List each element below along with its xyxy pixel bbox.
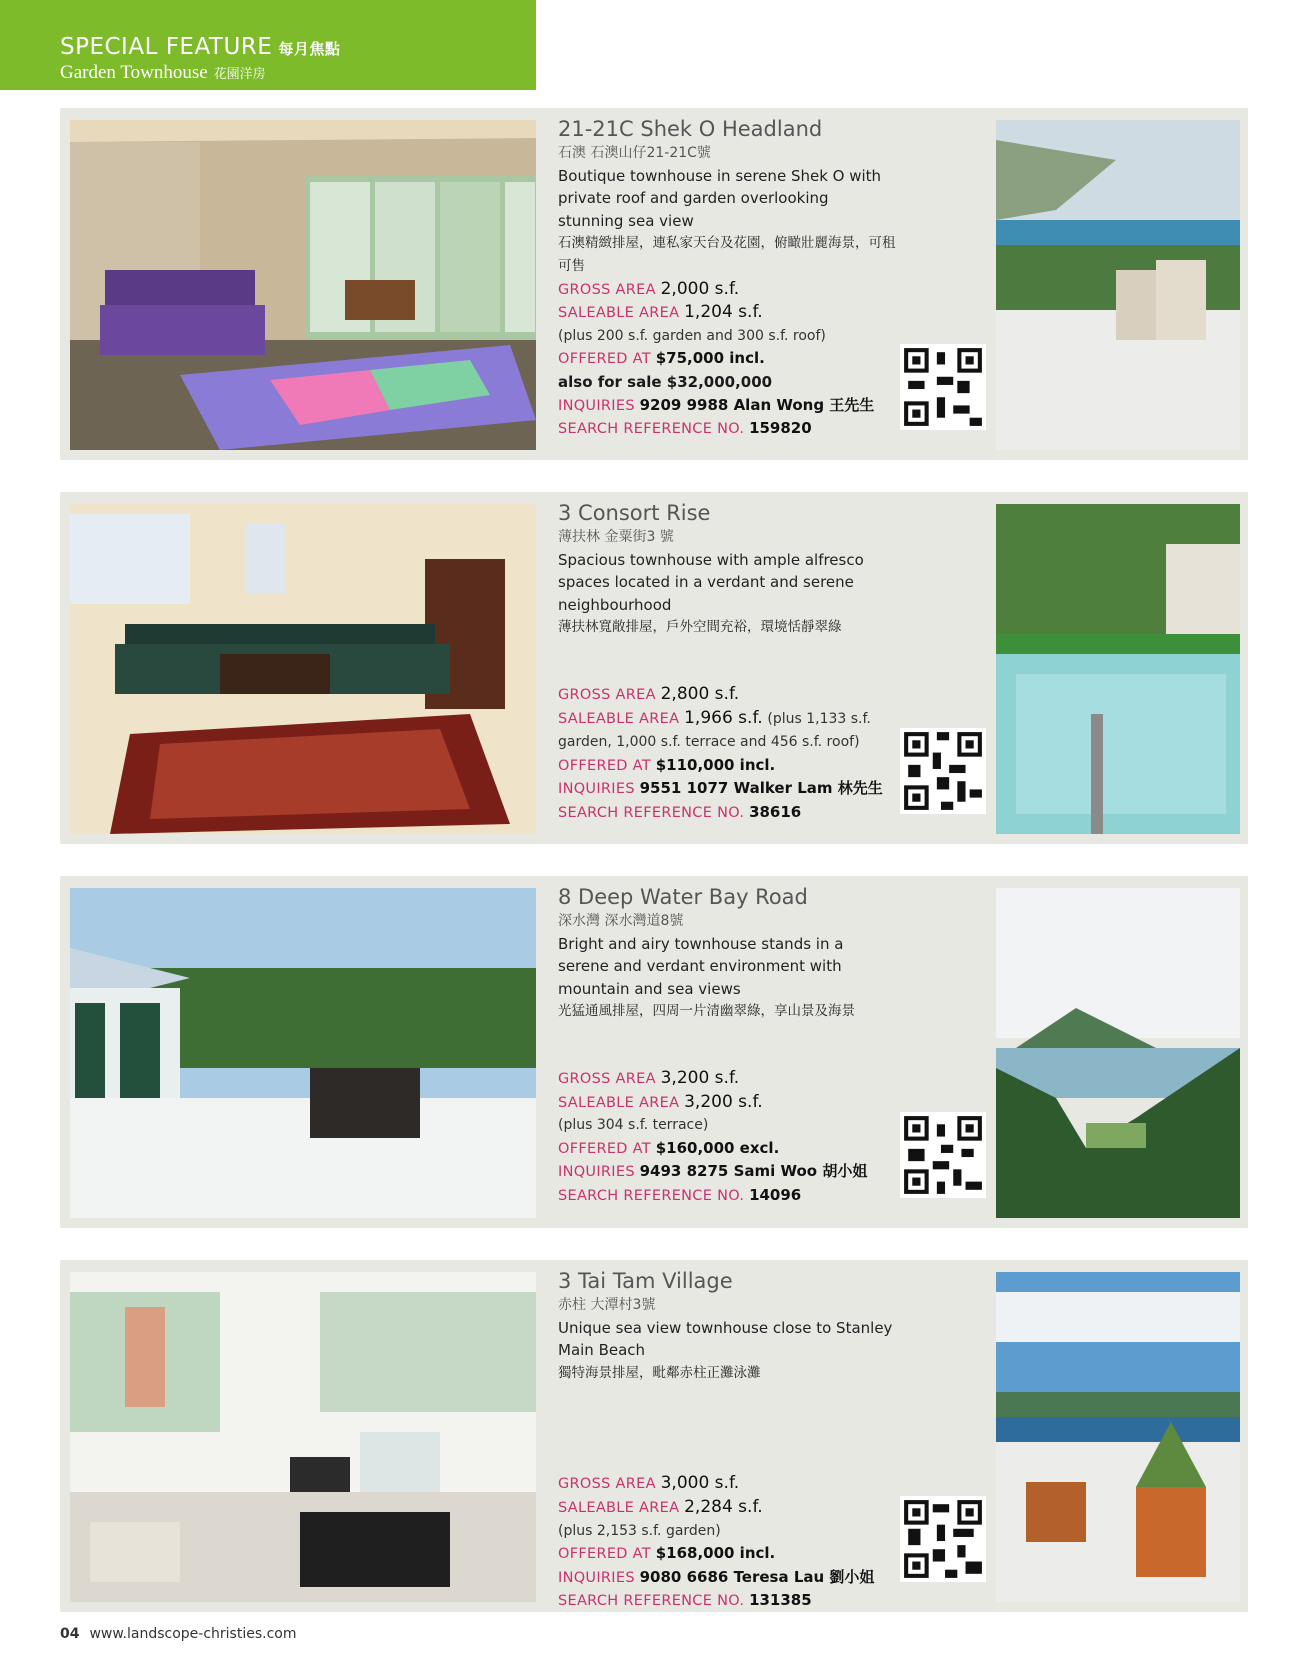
offered-row: OFFERED AT $110,000 incl.	[558, 755, 776, 774]
section-header	[0, 0, 536, 90]
saleable-area-row: SALEABLE AREA 1,204 s.f.	[558, 302, 763, 323]
listing-description: Boutique townhouse in serene Shek O with private roof and garden overlooking stunning sea view	[558, 166, 882, 230]
listing-title: 21-21C Shek O Headland	[558, 117, 823, 141]
terrace-photo	[70, 888, 536, 1218]
inquiries-row: INQUIRIES 9209 9988 Alan Wong 王先生	[558, 395, 875, 414]
page-footer	[60, 1626, 296, 1642]
inquiries-row: INQUIRIES 9080 6686 Teresa Lau 劉小姐	[558, 1567, 875, 1586]
qr-code-icon[interactable]	[900, 344, 986, 430]
listing-info	[558, 1268, 898, 1613]
qr-code-icon[interactable]	[900, 728, 986, 814]
listing-card	[60, 876, 1248, 1228]
saleable-area-row: SALEABLE AREA 2,284 s.f.	[558, 1496, 763, 1517]
reference-row: SEARCH REFERENCE NO. 159820	[558, 419, 812, 438]
living-room-photo	[70, 1272, 536, 1602]
listing-description-chinese: 石澳精緻排屋，連私家天台及花園，俯瞰壯麗海景，可租可售	[558, 235, 896, 274]
page-number: 04	[60, 1626, 80, 1642]
listing-address-chinese: 石澳 石澳山仔21-21C號	[558, 145, 711, 161]
qr-code-icon[interactable]	[900, 1496, 986, 1582]
listing-description-chinese: 薄扶林寬敞排屋，戶外空間充裕，環境恬靜翠綠	[558, 619, 842, 636]
offered-row: OFFERED AT $75,000 incl.	[558, 349, 765, 368]
reference-row: SEARCH REFERENCE NO. 14096	[558, 1185, 802, 1204]
listing-card	[60, 108, 1248, 460]
listing-description-chinese: 光猛通風排屋，四周一片清幽翠綠，享山景及海景	[558, 1003, 855, 1020]
reference-row: SEARCH REFERENCE NO. 38616	[558, 802, 802, 821]
qr-code-icon[interactable]	[900, 1112, 986, 1198]
gross-area-row: GROSS AREA 2,000 s.f.	[558, 278, 740, 299]
listing-card	[60, 1260, 1248, 1612]
listing-title: 3 Consort Rise	[558, 501, 711, 525]
listing-address-chinese: 薄扶林 金粟街3 號	[558, 529, 674, 545]
bay-view-photo	[996, 888, 1240, 1218]
saleable-area-row: SALEABLE AREA 1,966 s.f. (plus 1,133 s.f. garden, 1,000 s.f. terrace and 456 s.f. roof)	[558, 707, 871, 751]
living-room-photo	[70, 120, 536, 450]
listing-title: 3 Tai Tam Village	[558, 1269, 733, 1293]
gross-area-row: GROSS AREA 2,800 s.f.	[558, 683, 740, 704]
listing-info	[558, 116, 898, 441]
sale-price: also for sale $32,000,000	[558, 372, 773, 391]
extra-area: (plus 200 s.f. garden and 300 s.f. roof)	[558, 327, 826, 344]
inquiries-row: INQUIRIES 9551 1077 Walker Lam 林先生	[558, 779, 883, 798]
website-link[interactable]: www.landscope-christies.com	[89, 1626, 297, 1642]
pool-photo	[996, 504, 1240, 834]
listing-info	[558, 884, 898, 1208]
sea-view-terrace-photo	[996, 1272, 1240, 1602]
listing-description: Unique sea view townhouse close to Stanley Main Beach	[558, 1318, 893, 1360]
roof-terrace-photo	[996, 120, 1240, 450]
listing-address-chinese: 深水灣 深水灣道8號	[558, 913, 684, 929]
gross-area-row: GROSS AREA 3,200 s.f.	[558, 1067, 740, 1088]
reference-row: SEARCH REFERENCE NO. 131385	[558, 1591, 812, 1610]
listing-info	[558, 500, 898, 825]
extra-area: (plus 2,153 s.f. garden)	[558, 1522, 721, 1539]
extra-area: (plus 304 s.f. terrace)	[558, 1117, 709, 1134]
listing-card	[60, 492, 1248, 844]
listing-description: Spacious townhouse with ample alfresco spaces located in a verdant and serene neighbourhood	[558, 550, 864, 614]
header-title: SPECIAL FEATURE 每月焦點	[60, 34, 341, 60]
offered-row: OFFERED AT $160,000 excl.	[558, 1138, 780, 1157]
listing-description-chinese: 獨特海景排屋，毗鄰赤柱正灘泳灘	[558, 1364, 761, 1381]
inquiries-row: INQUIRIES 9493 8275 Sami Woo 胡小姐	[558, 1162, 868, 1181]
gross-area-row: GROSS AREA 3,000 s.f.	[558, 1473, 740, 1494]
listing-description: Bright and airy townhouse stands in a serene and verdant environment with mountain and sea views	[558, 934, 844, 998]
saleable-area-row: SALEABLE AREA 3,200 s.f.	[558, 1091, 763, 1112]
listing-address-chinese: 赤柱 大潭村3號	[558, 1297, 656, 1313]
offered-row: OFFERED AT $168,000 incl.	[558, 1544, 776, 1563]
listing-title: 8 Deep Water Bay Road	[558, 885, 808, 909]
living-room-photo	[70, 504, 536, 834]
header-subtitle: Garden Townhouse 花園洋房	[60, 62, 266, 83]
